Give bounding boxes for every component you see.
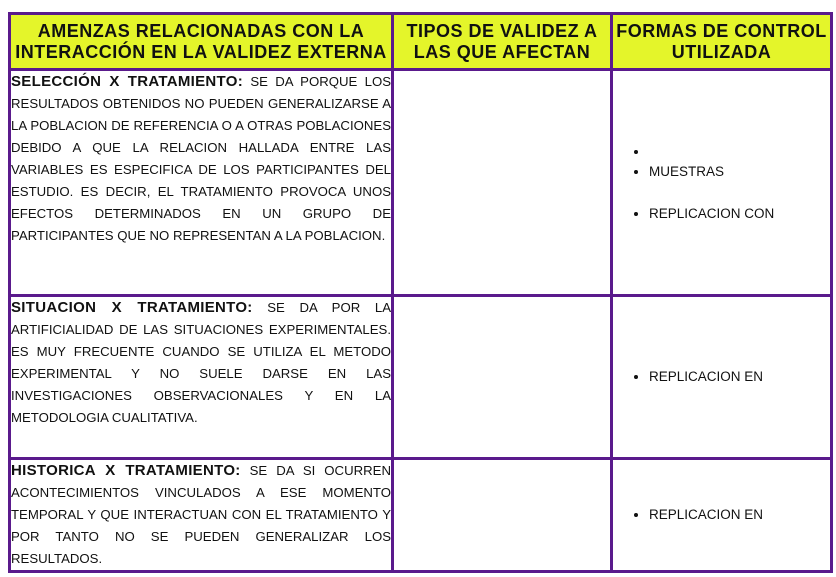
threat-name: SITUACION X TRATAMIENTO: xyxy=(11,299,253,316)
table-row xyxy=(10,296,832,459)
control-list xyxy=(613,142,830,224)
threat-explanation: SE DA POR LA ARTIFICIALIDAD DE LAS SITUACIONES EXPERIMENTALES. ES MUY FRECUENTE CUANDO SE UTILIZA EL METODO EXPERIMENTAL Y NO SUELE DARSE EN LAS INVESTIGACIONES OBSERVACIONALES Y EN LA METODOLOGIA CUALITATIVA. xyxy=(11,300,391,425)
header-row xyxy=(10,14,832,70)
header-validity-types: TIPOS DE VALIDEZ A LAS QUE AFECTAN xyxy=(393,14,612,70)
threat-name: SELECCIÓN X TRATAMIENTO: xyxy=(11,73,244,90)
list-item: • MUESTRAS xyxy=(649,162,830,182)
control-cell xyxy=(612,296,832,459)
validity-type-cell xyxy=(393,70,612,296)
control-list xyxy=(613,505,830,525)
validity-type-cell xyxy=(393,459,612,572)
header-control-forms: FORMAS DE CONTROL UTILIZADA xyxy=(612,14,832,70)
table-row xyxy=(10,459,832,572)
list-item: • REPLICACION CON xyxy=(649,204,830,224)
threat-description-cell xyxy=(10,459,393,572)
list-item xyxy=(649,142,830,162)
threat-explanation: SE DA SI OCURREN ACONTECIMIENTOS VINCULADOS A ESE MOMENTO TEMPORAL Y QUE INTERACTUAN CON EL TRATAMIENTO Y POR TANTO NO SE PUEDEN GENERALIZAR LOS RESULTADOS. xyxy=(11,463,391,566)
header-threats: AMENZAS RELACIONADAS CON LA INTERACCIÓN EN LA VALIDEZ EXTERNA xyxy=(10,14,393,70)
list-item: • REPLICACION EN xyxy=(649,367,830,387)
control-list xyxy=(613,367,830,387)
threat-description-cell xyxy=(10,296,393,459)
control-cell xyxy=(612,459,832,572)
table-row xyxy=(10,70,832,296)
threat-name: HISTORICA X TRATAMIENTO: xyxy=(11,462,241,479)
list-item: • REPLICACION EN xyxy=(649,505,830,525)
threat-description-cell xyxy=(10,70,393,296)
validity-threats-table xyxy=(8,12,833,573)
threat-explanation: SE DA PORQUE LOS RESULTADOS OBTENIDOS NO PUEDEN GENERALIZARSE A LA POBLACION DE REFERENCIA O A OTRAS POBLACIONES DEBIDO A QUE LA RELACION HALLADA ENTRE LAS VARIABLES ES ESPECIFICA DE LOS PARTICIPANTES DEL ESTUDIO. ES DECIR, EL TRATAMIENTO PROVOCA UNOS EFECTOS DETERMINADOS EN UN GRUPO DE PARTICIPANTES QUE NO REPRESENTAN A LA POBLACION. xyxy=(11,74,392,243)
control-cell xyxy=(612,70,832,296)
validity-type-cell xyxy=(393,296,612,459)
